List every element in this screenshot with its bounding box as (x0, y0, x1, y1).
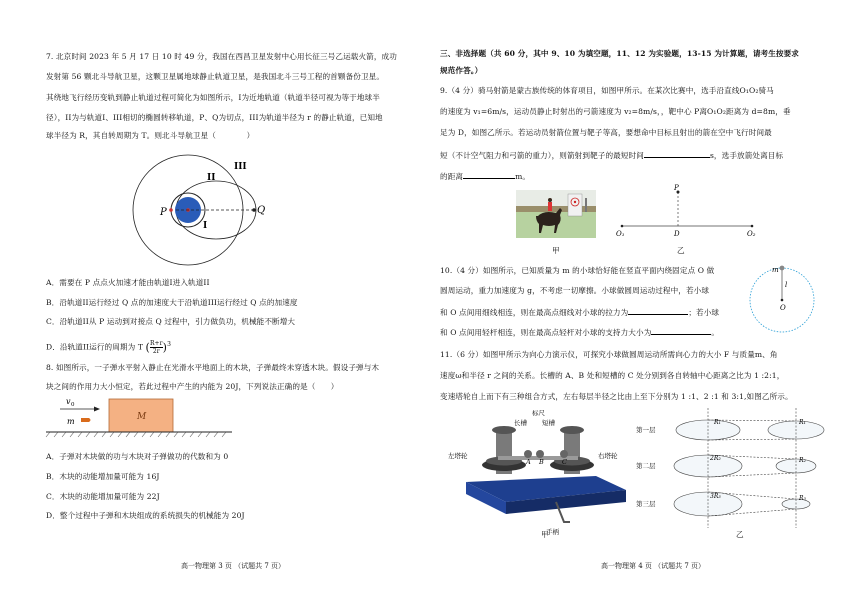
q7-option-b: B．沿轨道II运行经过 Q 点的加速度大于沿轨道III运行经过 Q 点的加速度 (46, 298, 298, 307)
slot-c-label: C (562, 458, 567, 466)
layer3-label: 第三层 (636, 500, 656, 508)
q9-p-label: P (674, 184, 679, 192)
q7-line-2: 发射第 56 颗北斗导航卫星，这颗卫星属地球静止轨道卫星，是我国北斗三号工程的首颗备份卫星。 (46, 72, 385, 81)
block-mass-label: M (137, 412, 147, 422)
section-heading-line-1: 三、非选择题（共 60 分，其中 9、10 为填空题，11、12 为实验题，13-15 为计算题，请考生按要求 (440, 49, 799, 58)
q8-option-d: D．整个过程中子弹和木块组成的系统损失的机械能为 20J (46, 511, 245, 520)
vertical-circle-diagram (740, 256, 820, 336)
q9-line-4-suffix: s，选手放箭处离目标 (709, 151, 784, 160)
layer1-left-radius: R₁ (714, 419, 721, 426)
q10-line-3-suffix: ；若小球 (688, 308, 720, 317)
q9-answer-blank-1[interactable] (644, 149, 710, 158)
q9-line-5-text: 的距离 (440, 172, 464, 181)
q10-m-label: m (772, 266, 779, 274)
q9-line-4-text: 短（不计空气阻力和弓箭的重力），则箭射到靶子的最短时间 (440, 151, 644, 160)
q9-d-label: D (674, 230, 680, 238)
slot-b-label: B (539, 458, 544, 466)
q7-line-1: 7. 北京时间 2023 年 5 月 17 日 10 时 49 分，我国在西昌卫星发射中心用长征三号乙运载火箭，成功 (46, 52, 397, 61)
velocity-label: v (66, 397, 71, 406)
handle-label: 手柄 (546, 528, 559, 536)
orbit-diagram (130, 145, 290, 285)
point-q-label: Q (257, 205, 266, 216)
orbit3-label: III (234, 162, 247, 172)
q9-line-2: 的速度为 v₁=6m/s，运动员静止时射出的弓箭速度为 v₂=8m/s，，靶中心 P离O₁O₂距离为 d=8m，垂 (440, 107, 791, 116)
q7-option-d: D．沿轨道II运行的周期为 T ( $\frac{R+r}{2r}$ )$^3$ (46, 340, 171, 356)
q7-fraction-numerator: R+r (149, 340, 163, 348)
q11-caption-yi: 乙 (736, 530, 744, 539)
q7-line-5: 球半径为 R，其自转周期为 T。则北斗导航卫星（ ） (46, 131, 255, 140)
q10-line-3-text: 和 O 点间用细线相连，则在最高点细线对小球的拉力为 (440, 308, 629, 317)
q10-o-label: O (780, 304, 786, 312)
q10-line-4-text: 和 O 点间用轻杆相连，则在最高点轻杆对小球的支持力大小为 (440, 328, 652, 337)
short-slot-label: 短槽 (542, 419, 555, 427)
q9-line-5-suffix: m。 (515, 172, 531, 181)
layer2-right-radius: R₂ (799, 457, 806, 464)
slot-a-label: A (526, 458, 531, 466)
q10-line-2: 圆周运动，重力加速度为 g，不考虑一切摩擦。小球做圆周运动过程中，若小球 (440, 286, 710, 295)
q10-answer-blank-1[interactable] (628, 306, 688, 315)
q7-option-a: A．需要在 P 点点火加速才能由轨道I进入轨道II (46, 278, 210, 287)
q11-line-3: 变速塔轮自上而下有三种组合方式，左右每层半径之比由上至下分别为 1 :1、2 :1 和 3:1,如图乙所示。 (440, 392, 793, 401)
orbit1-label: I (203, 221, 208, 231)
layer1-right-radius: R₁ (799, 419, 806, 426)
q8-line-2: 块之间的作用力大小恒定，若此过程中产生的内能为 20J，下列说法正确的是（ ） (46, 382, 339, 391)
q9-line-4 (440, 149, 783, 161)
q10-line-4 (440, 326, 719, 338)
long-slot-label: 长槽 (514, 419, 527, 427)
q8-line-1: 8. 如图所示，一子弹水平射入静止在光滑水平地面上的木块，子弹最终未穿透木块。假设子弹与木 (46, 363, 380, 372)
orbit2-label: II (207, 173, 216, 183)
q11-line-1: 11.（6 分）如图甲所示为向心力演示仪，可探究小球做圆周运动所需向心力的大小 F 与质量m、角 (440, 350, 778, 359)
right-page-footer: 高一物理第 4 页 （试题共 7 页） (601, 562, 706, 570)
layer2-label: 第二层 (636, 462, 656, 470)
q9-o2-label: O₂ (747, 230, 756, 238)
q7-line-4: 径），II为与轨道I、III相切的椭圆转移轨道，P、Q为切点，III为轨道半径为 r 的静止轨道，已知地 (46, 113, 383, 122)
q9-caption-jia: 甲 (552, 246, 560, 255)
q10-line-1: 10.（4 分）如图所示，已知质量为 m 的小球恰好能在竖直平面内绕固定点 O 做 (440, 266, 715, 275)
left-page-footer: 高一物理第 3 页 （试题共 7 页） (181, 562, 286, 570)
velocity-subscript: 0 (71, 402, 75, 408)
layer3-right-radius: R₃ (799, 495, 806, 502)
left-wheel-label: 左塔轮 (448, 452, 468, 460)
bullet-block-diagram (44, 394, 234, 446)
q10-answer-blank-2[interactable] (651, 326, 711, 335)
q11-caption-jia: 甲 (541, 530, 549, 539)
q9-caption-yi: 乙 (677, 246, 685, 255)
q9-o1-label: O₁ (616, 230, 625, 238)
q9-line-1: 9.（4 分）骑马射箭是蒙古族传统的体育项目，如图甲所示。在某次比赛中，选手沿直线O₁O₂骑马 (440, 86, 774, 95)
layer2-left-radius: 2R₂ (710, 455, 721, 462)
q10-line-4-suffix: 。 (711, 328, 720, 337)
q8-option-a: A．子弹对木块做的功与木块对子弹做功的代数和为 0 (46, 452, 229, 461)
pulley-layers-diagram (636, 408, 832, 536)
q10-l-label: l (785, 281, 788, 289)
q10-line-3 (440, 306, 719, 318)
q7-exponent: 3 (167, 341, 171, 348)
q7-option-d-text: D．沿轨道II运行的周期为 T (46, 342, 144, 352)
point-p-label: P (160, 207, 167, 218)
q8-option-b: B．木块的动能增加量可能为 16J (46, 472, 160, 481)
layer1-label: 第一层 (636, 426, 656, 434)
q9-target-diagram (612, 184, 762, 244)
q9-answer-blank-2[interactable] (463, 170, 515, 179)
bullet-mass-label: m (67, 417, 75, 426)
q9-line-5 (440, 170, 530, 182)
q7-option-c: C．沿轨道II从 P 运动到对接点 Q 过程中，引力做负功，机械能不断增大 (46, 317, 296, 326)
centripetal-apparatus-diagram (446, 410, 636, 538)
q7-fraction-denominator: 2r (152, 348, 160, 356)
horse-archery-photo (516, 190, 596, 238)
ruler-label: 标尺 (532, 410, 545, 417)
q11-line-2: 速度ω和半径 r 之间的关系。长槽的 A、B 处和短槽的 C 处分别到各自转轴中心距离之比为 1 :2:1， (440, 371, 785, 380)
right-wheel-label: 右塔轮 (598, 452, 618, 460)
q7-line-3: 其绕地飞行经历变轨到静止轨道过程可简化为如图所示，I为近地轨道（轨道半径可视为等于地球半 (46, 93, 380, 102)
layer3-left-radius: 3R₃ (710, 493, 721, 500)
q8-option-c: C．木块的动能增加量可能为 22J (46, 492, 160, 501)
section-heading-line-2: 规范作答。） (440, 66, 483, 75)
q9-line-3: 足为 D，如图乙所示。若运动员射箭位置与靶子等高，要想命中目标且射出的箭在空中飞行时间最 (440, 128, 772, 137)
q7-fraction (150, 340, 163, 355)
